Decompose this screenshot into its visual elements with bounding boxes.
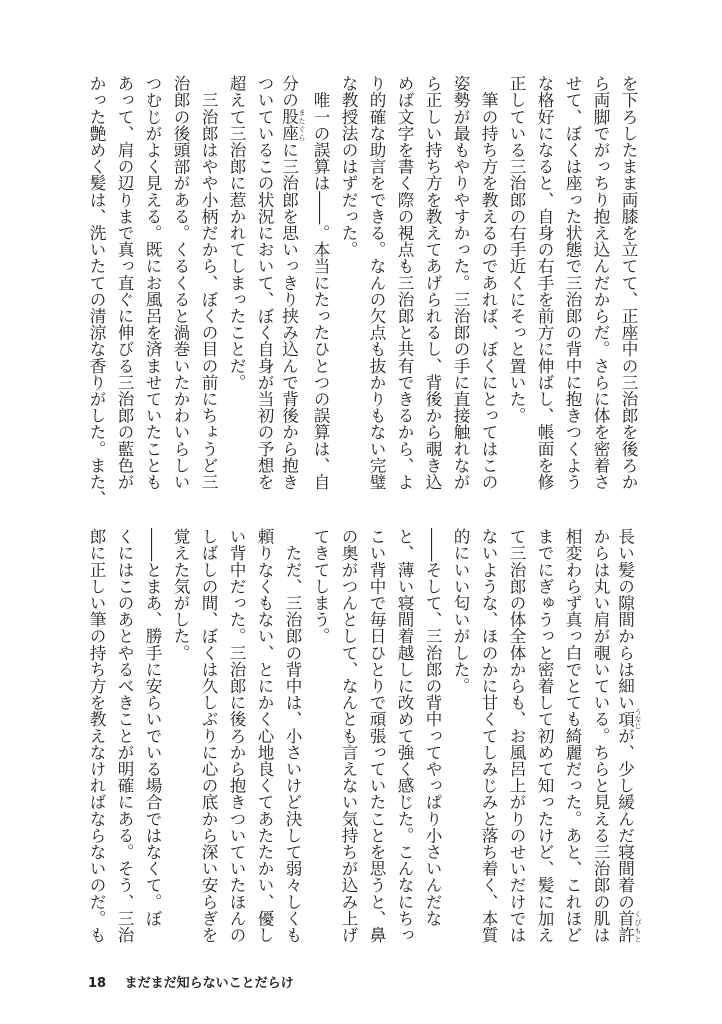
- text-line: [586, 528, 614, 948]
- text-line: [502, 75, 530, 495]
- text-segment: めば文字を書く際の視点も三治郎と共有できるから、よ: [395, 75, 414, 490]
- text-line: [306, 75, 334, 495]
- text-segment: 覚えた気がした。: [171, 528, 190, 661]
- text-segment: 郎に正しい筆の持ち方を教えなければならないのだ。も: [87, 528, 106, 943]
- text-segment: 的にいい匂いがした。: [451, 528, 470, 694]
- text-segment: の奥がつんとして、なんとも言えない気持ちが込み上げ: [339, 528, 358, 943]
- text-segment: ないような、ほのかに甘くてしみじみと落ち着く、本質: [479, 528, 498, 943]
- text-line: [110, 528, 138, 948]
- running-title: まだまだ知らないことだらけ: [124, 976, 294, 991]
- text-line: [390, 75, 418, 495]
- text-segment: 頼りなくもない、とにかく心地良くてあたたかい、優し: [255, 528, 274, 943]
- text-segment: かった艶めく髪は、洗いたての清涼な香りがした。また、: [87, 75, 106, 507]
- text-line: [138, 528, 166, 948]
- text-line: [558, 528, 586, 948]
- ruby-base: 項: [615, 708, 635, 730]
- text-segment: からは丸い肩が覗いている。ちらと見える三治郎の肌は: [591, 528, 610, 943]
- text-segment: ら正しい持ち方を教えてあげられるし、背後から覗き込: [423, 75, 442, 490]
- text-segment: 分の: [279, 75, 299, 109]
- text-segment: い背中だった。三治郎に後ろから抱きついていたほんの: [227, 528, 246, 943]
- text-line: [362, 75, 390, 495]
- text-line: [586, 75, 614, 495]
- text-segment: しばしの間、ぼくは久しぶりに心の底から深い安らぎを: [199, 528, 218, 943]
- text-line: [418, 528, 446, 948]
- text-line: [222, 528, 250, 948]
- text-segment: り的確な助言をできる。なんの欠点も抜かりもない完璧: [367, 75, 386, 490]
- text-line: [614, 528, 642, 948]
- text-segment: てきてしまう。: [311, 528, 330, 645]
- text-line: [82, 528, 110, 948]
- text-segment: ついているこの状況において、ぼく自身が当初の予想を: [255, 75, 274, 490]
- text-line: [194, 528, 222, 948]
- text-segment: せて、ぼくは座った状態で三治郎の背中に抱きつくよう: [563, 75, 582, 490]
- text-block-bottom: [82, 528, 642, 948]
- text-line: [614, 75, 642, 495]
- text-line: [502, 528, 530, 948]
- text-segment: ら両脚でがっちり抱え込んだからだ。さらに体を密着さ: [591, 75, 610, 490]
- text-line: [530, 528, 558, 948]
- text-line: [278, 528, 306, 948]
- text-segment: 超えて三治郎に惹かれてしまったことだ。: [227, 75, 246, 391]
- ruby-annotation: [615, 909, 642, 944]
- text-line: [334, 75, 362, 495]
- text-segment: 姿勢が最もやりやすかった。三治郎の手に直接触れなが: [451, 75, 470, 490]
- text-segment: 三治郎はやや小柄だから、ぼくの目の前にちょうど三: [199, 75, 218, 490]
- text-segment: 相変わらず真っ白でとても綺麗だった。あと、これほど: [563, 528, 582, 943]
- ruby-base: 首許: [615, 909, 635, 944]
- text-line: [418, 75, 446, 495]
- text-line: [110, 75, 138, 495]
- ruby-reading: またぐら: [298, 108, 306, 142]
- text-segment: までにぎゅうっと密着して初めて知ったけど、髪に加え: [535, 528, 554, 943]
- ruby-annotation: [279, 108, 306, 142]
- text-segment: な格好になると、自身の右手を前方に伸ばし、帳面を修: [535, 75, 554, 490]
- text-line: [166, 528, 194, 948]
- text-segment: ――そして、三治郎の背中ってやっぱり小さいんだな: [423, 528, 442, 927]
- text-segment: 筆の持ち方を教えるのであれば、ぼくにとってはこの: [479, 75, 498, 490]
- text-line: [530, 75, 558, 495]
- text-line: [446, 528, 474, 948]
- text-line: [82, 75, 110, 507]
- text-segment: つむじがよく見える。既にお風呂を済ませていたことも: [143, 75, 162, 490]
- text-block-top: [82, 75, 642, 507]
- text-line: [306, 528, 334, 948]
- text-segment: ――とまあ、勝手に安らいでいる場合ではなくて。ぼ: [143, 528, 162, 927]
- text-line: [222, 75, 250, 495]
- text-segment: 長い髪の隙間からは細い: [615, 528, 635, 711]
- text-line: [166, 75, 194, 495]
- text-line: [474, 528, 502, 948]
- ruby-base: 股座: [279, 108, 299, 142]
- text-line: [250, 528, 278, 948]
- text-line: [278, 75, 306, 495]
- text-segment: に三治郎を思いっきり挟み込んで背後から抱き: [279, 141, 299, 491]
- text-line: [138, 75, 166, 495]
- text-segment: あって、肩の辺りまで真っ直ぐに伸びる三治郎の藍色が: [115, 75, 134, 490]
- text-line: [194, 75, 222, 495]
- text-segment: 唯一の誤算は――。本当にたったひとつの誤算は、自: [311, 75, 330, 490]
- text-segment: こい背中で毎日ひとりで頑張っていたことを思うと、鼻: [367, 528, 386, 943]
- text-line: [390, 528, 418, 948]
- ruby-annotation: [615, 708, 642, 730]
- text-line: [558, 75, 586, 495]
- text-segment: と、薄い寝間着越しに改めて強く感じた。こんなにちっ: [395, 528, 414, 943]
- text-segment: な教授法のはずだった。: [339, 75, 358, 258]
- text-segment: が、少し緩んだ寝間着の: [615, 727, 635, 910]
- page-footer: [88, 972, 294, 991]
- text-line: [334, 528, 362, 948]
- ruby-reading: うなじ: [634, 708, 642, 730]
- text-segment: 正している三治郎の右手近くにそっと置いた。: [507, 75, 526, 424]
- text-segment: を下ろしたまま両膝を立てて、正座中の三治郎を後ろか: [619, 75, 638, 490]
- text-segment: て三治郎の体全体からも、お風呂上がりのせいだけでは: [507, 528, 526, 943]
- text-segment: ただ、三治郎の背中は、小さいけど決して弱々しくも: [283, 528, 302, 943]
- text-segment: くにはこのあとやるべきことが明確にある。そう、三治: [115, 528, 134, 943]
- text-line: [446, 75, 474, 495]
- page-number: 18: [88, 976, 107, 991]
- text-line: [474, 75, 502, 495]
- text-line: [362, 528, 390, 948]
- ruby-reading: くびもと: [634, 909, 642, 944]
- text-line: [250, 75, 278, 495]
- text-segment: 治郎の後頭部がある。くるくると渦巻いたかわいらしい: [171, 75, 190, 490]
